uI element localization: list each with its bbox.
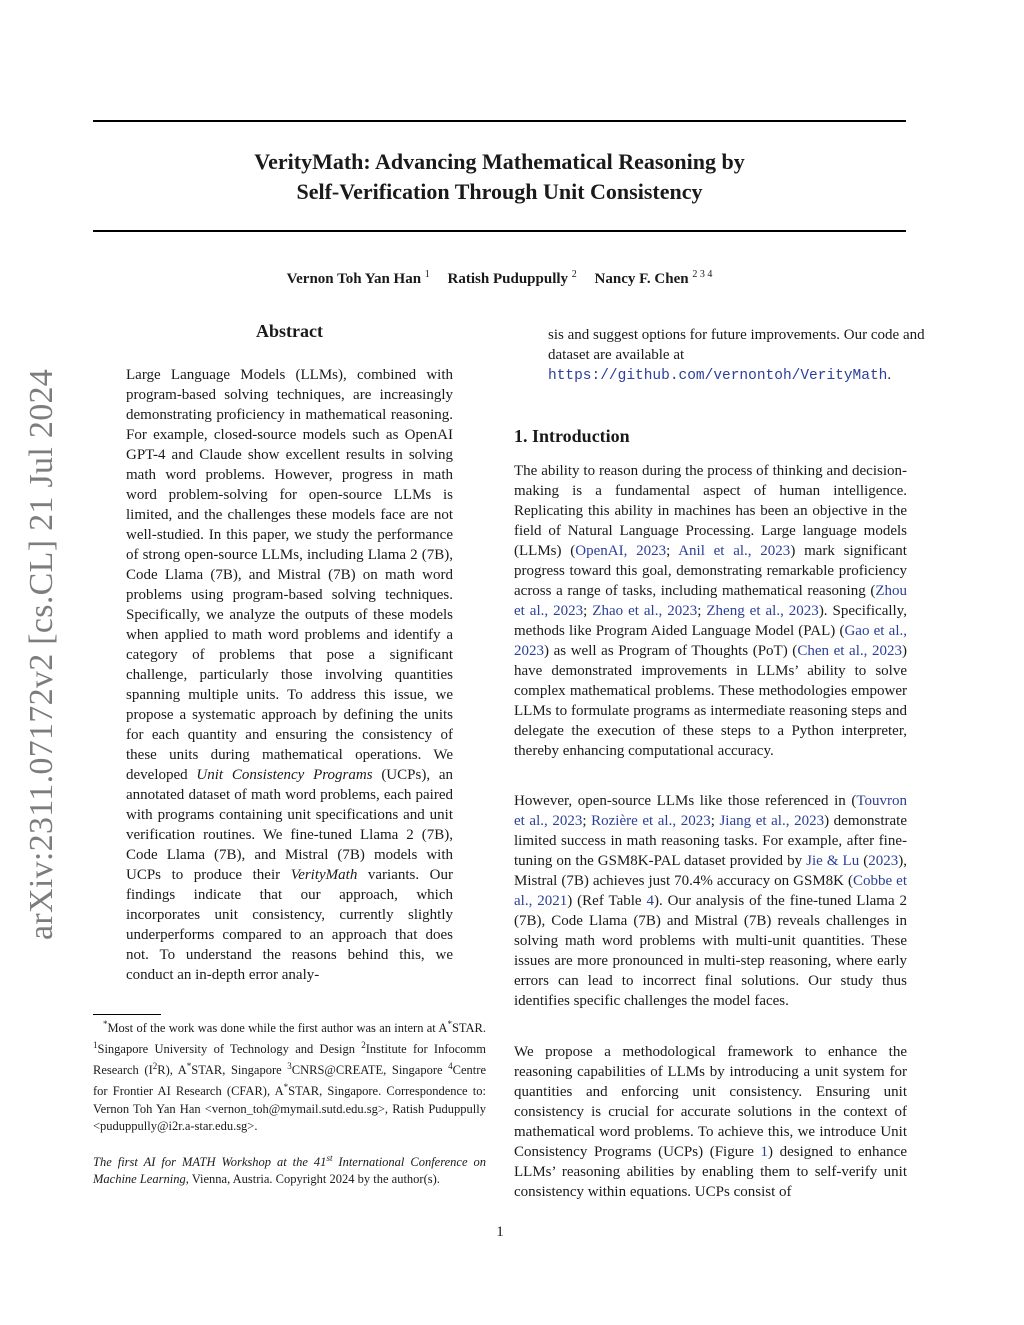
author-3: Nancy F. Chen $^{2 3 4}$ [594,269,713,287]
title-line-2: Self-Verification Through Unit Consistency [296,179,703,204]
paragraph-text: ( [859,853,869,869]
paragraph-text: ) (Ref Table [567,893,647,909]
paragraph-text: We propose a methodological framework to enhance the reasoning capabilities of LLMs by introducing a unit system for quantities and enforcing unit consistency. Ensuring unit consistency is crucial for accurate solutions in the context of mathematical word problems. To achieve this, we introduce Unit Consistency Programs (UCPs) (Figure [514,1044,907,1160]
author-1: Vernon Toh Yan Han $^1$ [286,269,430,287]
abstract-continuation: sis and suggest options for future improvements. Our code and dataset are available at https://github.com/vernontoh/VerityMath. [548,327,925,384]
ucp-term: Unit Consistency Programs [196,767,373,783]
citation-link[interactable]: Zhao et al., 2023 [592,603,698,619]
intro-paragraph-1 [514,461,907,761]
code-link[interactable]: https://github.com/vernontoh/VerityMath [548,368,888,384]
author-3-affiliation: 2 3 4 [692,269,713,280]
abstract-heading: Abstract [256,321,323,341]
footnote-rule [93,1014,161,1015]
paragraph-text: ) as well as Program of Thoughts (PoT) ( [544,643,798,659]
paragraph-text: ; [697,603,707,619]
citation-link[interactable]: 4 [646,893,654,909]
veritymath-term: VerityMath [290,867,358,883]
introduction-heading: 1. Introduction [514,426,630,446]
title-rule-bottom [93,230,906,232]
paragraph-text: ) mark significant progress toward this goal, demonstrating remarkable proficiency across a range of tasks, including mathematical reasoning ( [514,543,907,599]
citation-link[interactable]: Anil et al., 2023 [678,543,791,559]
paragraph-text: ; [710,813,720,829]
paragraph-text: ) designed to enhance LLMs’ reasoning abilities by enabling them to self-verify unit consistency within equations. UCPs consist of [514,1144,907,1200]
paper-title [93,147,906,207]
citation-link[interactable]: Cobbe et al., 2021 [514,873,907,909]
title-line-1: VerityMath: Advancing Mathematical Reasoning by [254,149,745,174]
paragraph-text: However, open-source LLMs like those referenced in ( [514,793,857,809]
paragraph-text: ). Our analysis of the fine-tuned Llama 2 (7B), Code Llama (7B) and Mistral (7B) reveals challenges in solving math word problems with multi-unit quantities. These issues are more pronounced in multi-step reasoning, where early errors can lead to incorrect final solutions. Our study thus identifies specific challenges the model faces. [514,893,908,1009]
paragraph-text: ; [582,813,592,829]
title-rule-top [93,120,906,122]
arxiv-stamp: arXiv:2311.07172v2 [cs.CL] 21 Jul 2024 [23,368,60,940]
citation-link[interactable]: Rozière et al., 2023 [591,813,711,829]
paragraph-text: ; [666,543,679,559]
paragraph-text: ) have demonstrated improvements in LLMs’ ability to solve complex mathematical problems. These methodologies empower LLMs to formulate programs as intermediate reasoning steps and delegate the execution of these steps to a Python interpreter, thereby enhancing computational accuracy. [514,643,907,759]
citation-link[interactable]: Gao et al., 2023 [514,623,907,659]
paragraph-text: ) demonstrate limited success in math reasoning tasks. For example, after fine-tuning on the GSM8K-PAL dataset provided by [514,813,907,869]
intro-paragraph-2 [514,791,907,1011]
citation-link[interactable]: Jiang et al., 2023 [719,813,825,829]
page-number: 1 [496,1224,504,1240]
citation-link[interactable]: Chen et al., 2023 [797,643,902,659]
paragraph-text: The ability to reason during the process of thinking and decision-making is a fundamental aspect of human intelligence. Replicating this ability in machines has been an objective in the field of Natural Language Processing. Large language models (LLMs) ( [514,463,907,559]
citation-link[interactable]: Zheng et al., 2023 [706,603,819,619]
citation-link[interactable]: OpenAI, 2023 [575,543,667,559]
author-1-affiliation: 1 [424,269,430,280]
author-list [93,265,906,289]
citation-link[interactable]: Touvron et al., 2023 [514,793,907,829]
paragraph-text: ; [583,603,593,619]
citation-link[interactable]: Jie & Lu [806,853,860,869]
citation-link[interactable]: 1 [760,1144,768,1160]
intro-paragraph-3 [514,1042,907,1202]
venue-note: The first AI for MATH Workshop at the 41st International Conference on Machine Learning, Vienna, Austria. Copyright 2024 by the author(s). [93,1153,486,1187]
citation-link[interactable]: 2023 [868,853,899,869]
paragraph-text: ). Specifically, methods like Program Aided Language Model (PAL) ( [514,603,907,639]
paragraph-text: ), Mistral (7B) achieves just 70.4% accuracy on GSM8K ( [514,853,908,889]
affiliation-footnote: *Most of the work was done while the first author was an intern at A*STAR. $^1$Singapore University of Technology and Design $^2$Institute for Infocomm Research $(I^2R)$, A*STAR, Singapore $^3$CNRS@CREATE, Singapore $^4$Centre for Frontier AI Research (CFAR), A*STAR, Singapore. Correspondence to: Vernon Toh Yan Han <vernon_toh@mymail.sutd.edu.sg>, Ratish Puduppully <puduppully@i2r.a-star.edu.sg>. [93,1019,487,1133]
citation-link[interactable]: Zhou et al., 2023 [514,583,907,619]
author-2: Ratish Puduppully $^2$ [447,269,577,287]
author-2-affiliation: 2 [571,269,577,280]
abstract-body: Large Language Models (LLMs), combined with program-based solving techniques, are increasingly demonstrating proficiency in mathematical reasoning. For example, closed-source models such as OpenAI GPT-4 and Claude show excellent results in solving math word problems. However, progress in math word problem-solving for open-source LLMs is limited, and the challenges these models face are not well-studied. In this paper, we study the performance of strong open-source LLMs, including Llama 2 (7B), Code Llama (7B), and Mistral (7B) on math word problems using program-based solving techniques. Specifically, we analyze the outputs of these models when applied to math word problems and identify a category of problems that pose a significant challenge, particularly those involving quantities spanning multiple units. To address this issue, we propose a systematic approach by defining the units for each quantity and ensuring the consistency of these units during mathematical operations. We developed Unit Consistency Programs (UCPs), an annotated dataset of math word problems, each paired with programs containing unit specifications and unit verification routines. We fine-tuned Llama 2 (7B), Code Llama (7B), and Mistral (7B) models with UCPs to produce their VerityMath variants. Our findings indicate that our approach, which incorporates unit consistency, currently slightly underperforms compared to an approach that does not. To understand the reasons behind this, we conduct an in-depth error analy- [126,367,454,983]
